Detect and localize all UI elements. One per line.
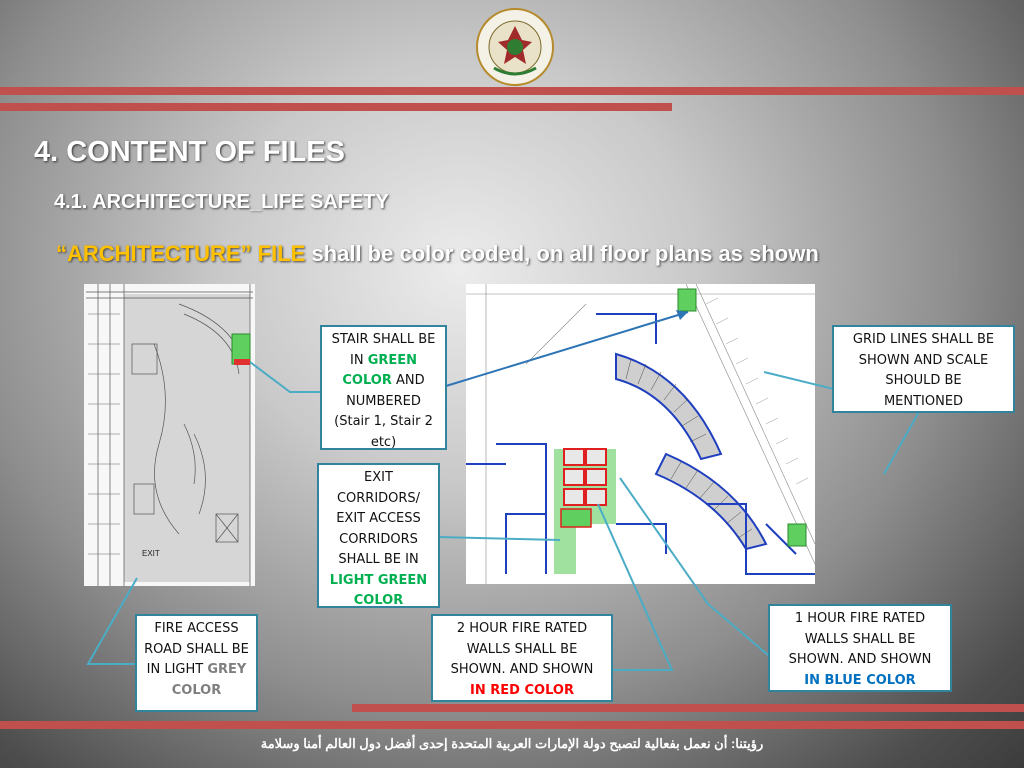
top-band-lower bbox=[0, 103, 672, 111]
callout-line: SHOWN. AND SHOWN bbox=[788, 652, 932, 667]
callout-line: SHOWN AND SCALE bbox=[858, 352, 989, 368]
callout-line: FIRE ACCESS bbox=[154, 621, 239, 636]
callout-line: NUMBERED bbox=[346, 393, 421, 409]
bottom-band-upper bbox=[352, 704, 1024, 712]
description bbox=[56, 241, 819, 267]
callout-red: IN RED COLOR bbox=[470, 682, 574, 698]
callout-green: LIGHT GREEN bbox=[329, 572, 428, 588]
callout-line: CORRIDORS bbox=[339, 531, 418, 547]
callout-green: COLOR bbox=[342, 373, 392, 388]
callout-line: ROAD SHALL BE bbox=[144, 641, 249, 657]
top-band-upper bbox=[0, 87, 1024, 95]
callout-line: MENTIONED bbox=[883, 393, 964, 409]
callout-line: STAIR SHALL BE bbox=[331, 332, 436, 347]
callout-line bbox=[141, 660, 252, 681]
callout-line: WALLS SHALL BE bbox=[804, 631, 916, 647]
callout-line: CORRIDORS/ bbox=[336, 490, 421, 506]
bottom-band-lower bbox=[0, 721, 1024, 729]
connector-stair-left bbox=[250, 362, 320, 392]
callout-one-hour bbox=[768, 604, 952, 692]
callout-fire-road bbox=[135, 614, 258, 712]
floor-plan-left bbox=[84, 284, 255, 586]
callout-line: EXIT ACCESS bbox=[336, 511, 421, 526]
callout-two-hour bbox=[431, 614, 613, 702]
connector-fire-road bbox=[88, 578, 137, 664]
callout-text: IN LIGHT bbox=[146, 662, 208, 677]
logo bbox=[470, 6, 560, 88]
callout-line: etc) bbox=[370, 434, 397, 450]
floor-plan-right bbox=[466, 284, 815, 584]
falcon-emblem-icon bbox=[470, 6, 560, 88]
callout-line: WALLS SHALL BE bbox=[466, 641, 578, 657]
description-rest: shall be color coded, on all floor plans as shown bbox=[305, 241, 819, 266]
callout-grey: GREY bbox=[207, 662, 247, 677]
callout-grid bbox=[832, 325, 1015, 413]
callout-line: SHALL BE IN bbox=[338, 552, 419, 567]
callout-text: AND bbox=[391, 373, 425, 388]
callout-line: GRID LINES SHALL BE bbox=[852, 332, 995, 347]
description-highlight: “ARCHITECTURE” FILE bbox=[56, 241, 306, 266]
callout-line: SHOWN. AND SHOWN bbox=[450, 662, 594, 677]
callout-green: COLOR bbox=[353, 593, 404, 608]
callout-line: SHOULD BE bbox=[885, 373, 962, 388]
callout-line: 1 HOUR FIRE RATED bbox=[794, 611, 926, 626]
plan-exit-label: EXIT bbox=[142, 549, 160, 558]
callout-line bbox=[326, 371, 441, 392]
callout-line: EXIT bbox=[364, 470, 393, 485]
callout-blue: IN BLUE COLOR bbox=[804, 672, 916, 688]
section-subtitle: 4.1. ARCHITECTURE_LIFE SAFETY bbox=[54, 191, 389, 213]
callout-line: (Stair 1, Stair 2 bbox=[334, 414, 433, 429]
footer-vision-text: رؤيتنا: أن نعمل بفعالية لتصبح دولة الإمارات العربية المتحدة إحدى أفضل دول العالم أمنا وسلامة bbox=[260, 736, 764, 751]
floor-plan-right-drawing bbox=[466, 284, 815, 584]
callout-stair bbox=[320, 325, 447, 450]
callout-line: 2 HOUR FIRE RATED bbox=[456, 621, 588, 636]
callout-grey: COLOR bbox=[171, 682, 222, 698]
callout-exit bbox=[317, 463, 440, 608]
floor-plan-left-drawing bbox=[84, 284, 255, 586]
callout-text: IN bbox=[349, 352, 368, 368]
callout-green: GREEN bbox=[367, 352, 418, 368]
callout-line bbox=[326, 351, 441, 372]
page-title: 4. CONTENT OF FILES bbox=[34, 136, 345, 168]
